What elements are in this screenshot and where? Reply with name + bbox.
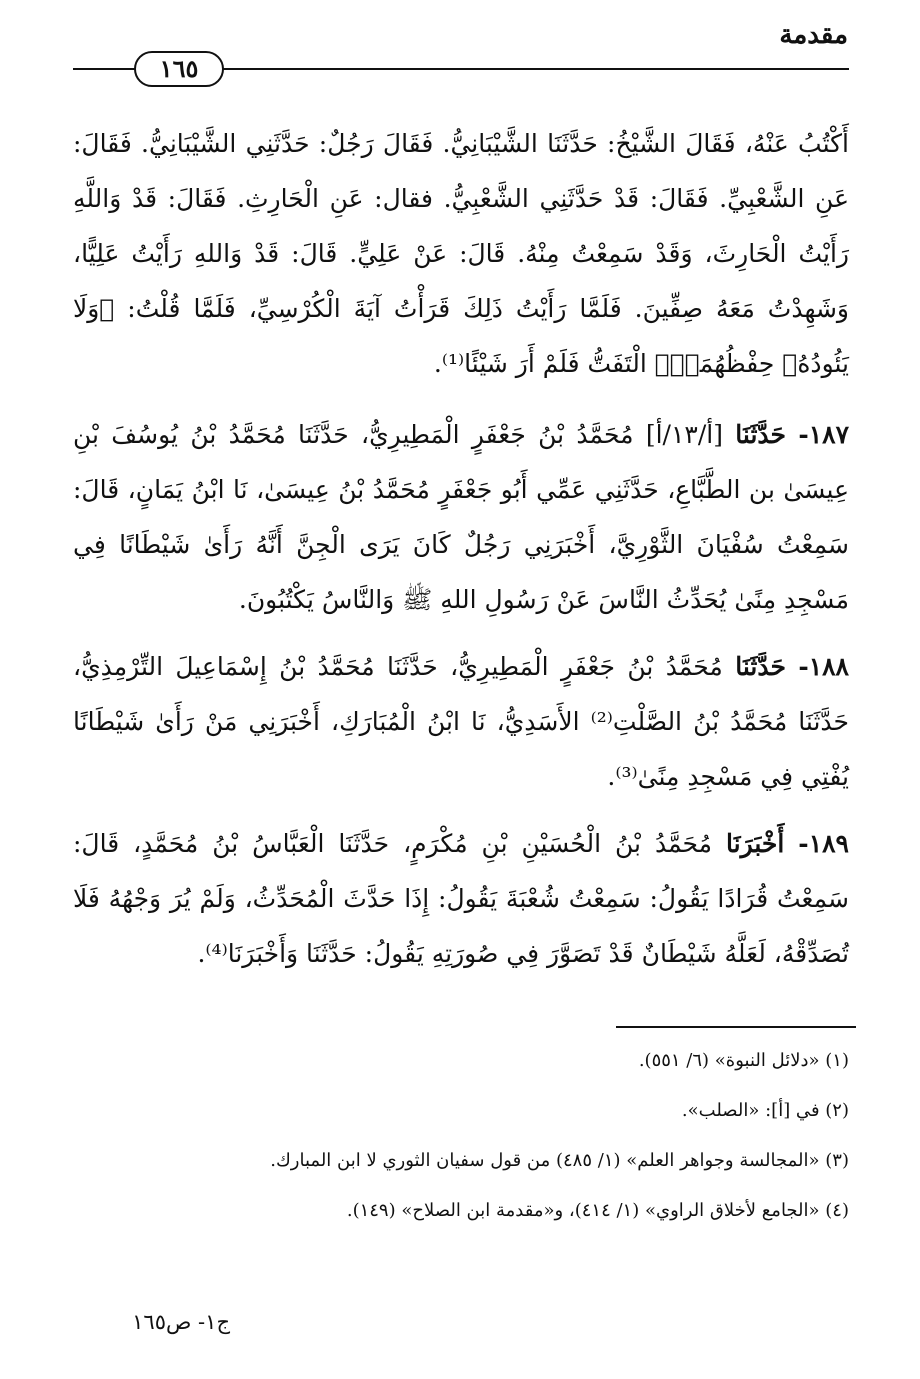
footnote-1: (١) «دلائل النبوة» (٦/ ٥٥١). [638, 1050, 849, 1071]
paragraph-1: أَكْتُبُ عَنْهُ، فَقَالَ الشَّيْخُ: حَدَّثَنَا الشَّيْبَانِيُّ. فَقَالَ رَجُلٌ: حَدَّثَنِي الشَّيْبَانِيُّ. فَقَالَ: عَنِ الشَّعْبِيِّ. فَقَالَ: قَدْ حَدَّثَنِي الشَّعْبِيُّ. فقال: عَنِ الْحَارِثِ. فَقَالَ: قَدْ وَاللَّهِ رَأَيْتُ الْحَارِثَ، وَقَدْ سَمِعْتُ مِنْهُ. قَالَ: عَنْ عَلِيٍّ. قَالَ: قَدْ وَاللهِ رَأَيْتُ عَلِيًّا، وَشَهِدْتُ مَعَهُ صِفِّينَ. فَلَمَّا رَأَيْتُ ذَلِكَ قَرَأْتُ آيَةَ الْكُرْسِيِّ، فَلَمَّا قُلْتُ: ﴿وَلَا يَئُودُهُۥ حِفْظُهُمَاۚ﴾ الْتَفَتُّ فَلَمْ أَرَ شَيْئًا⁽¹⁾. [73, 129, 849, 378]
hadith-187-keyword: حَدَّثَنَا [735, 420, 786, 449]
hadith-188-keyword: حَدَّثَنَا [735, 652, 786, 681]
hadith-187-text: [أ/١٣/أ] مُحَمَّدُ بْنُ جَعْفَرٍ الْمَطِيرِيُّ، حَدَّثَنَا مُحَمَّدُ بْنُ يُوسُفَ بْنِ عِيسَىٰ بن الطَّبَّاعِ، حَدَّثَنِي عَمِّي أَبُو جَعْفَرٍ مُحَمَّدُ بْنُ عِيسَىٰ، نَا ابْنُ يَمَانٍ، قَالَ: سَمِعْتُ سُفْيَانَ الثَّوْرِيَّ، أَخْبَرَنِي رَجُلٌ كَانَ يَرَى الْجِنَّ أَنَّهُ رَأَىٰ شَيْطَانًا فِي مَسْجِدِ مِنًىٰ يُحَدِّثُ النَّاسَ عَنْ رَسُولِ اللهِ ﷺ وَالنَّاسُ يَكْتُبُونَ. [73, 420, 849, 614]
hadith-189-text: مُحَمَّدُ بْنُ الْحُسَيْنِ بْنِ مُكْرَمٍ، حَدَّثَنَا الْعَبَّاسُ بْنُ مُحَمَّدٍ، قَالَ: سَمِعْتُ قُرَادًا يَقُولُ: سَمِعْتُ شُعْبَةَ يَقُولُ: إِذَا حَدَّثَ الْمُحَدِّثُ، وَلَمْ يُرَ وَجْهُهُ فَلَا تُصَدِّقْهُ، لَعَلَّهُ شَيْطَانٌ قَدْ تَصَوَّرَ فِي صُورَتِهِ يَقُولُ: حَدَّثَنَا وَأَخْبَرَنَا⁽⁴⁾. [73, 829, 849, 968]
hadith-188-text: مُحَمَّدُ بْنُ جَعْفَرٍ الْمَطِيرِيُّ، حَدَّثَنَا مُحَمَّدُ بْنُ إِسْمَاعِيلَ التِّرْمِذِيُّ، حَدَّثَنَا مُحَمَّدُ بْنُ الصَّلْتِ⁽²⁾ الأَسَدِيُّ، نَا ابْنُ الْمُبَارَكِ، أَخْبَرَنِي مَنْ رَأَىٰ شَيْطَانًا يُفْتِي فِي مَسْجِدِ مِنًىٰ⁽³⁾. [73, 652, 849, 791]
footnote-3: (٣) «المجالسة وجواهر العلم» (١/ ٤٨٥) من قول سفيان الثوري لا ابن المبارك. [270, 1150, 849, 1171]
hadith-189 [73, 816, 849, 981]
hadith-189-keyword: أَخْبَرَنَا [726, 829, 785, 858]
hadith-187 [73, 407, 849, 627]
body-text [73, 116, 849, 993]
hadith-188-number: ١٨٨- [798, 652, 849, 681]
hadith-188 [73, 639, 849, 804]
footnote-4: (٤) «الجامع لأخلاق الراوي» (١/ ٤١٤)، و«مقدمة ابن الصلاح» (١٤٩). [346, 1200, 849, 1221]
hadith-187-number: ١٨٧- [798, 420, 850, 449]
page-reference: ج١- ص١٦٥ [132, 1310, 230, 1334]
footnote-rule [616, 1026, 856, 1028]
running-title: مقدمة [779, 20, 848, 50]
page-number-badge: ١٦٥ [134, 51, 224, 87]
footnote-2: (٢) في [أ]: «الصلب». [681, 1100, 849, 1121]
hadith-189-number: ١٨٩- [798, 829, 849, 858]
footnotes [73, 1040, 849, 1240]
